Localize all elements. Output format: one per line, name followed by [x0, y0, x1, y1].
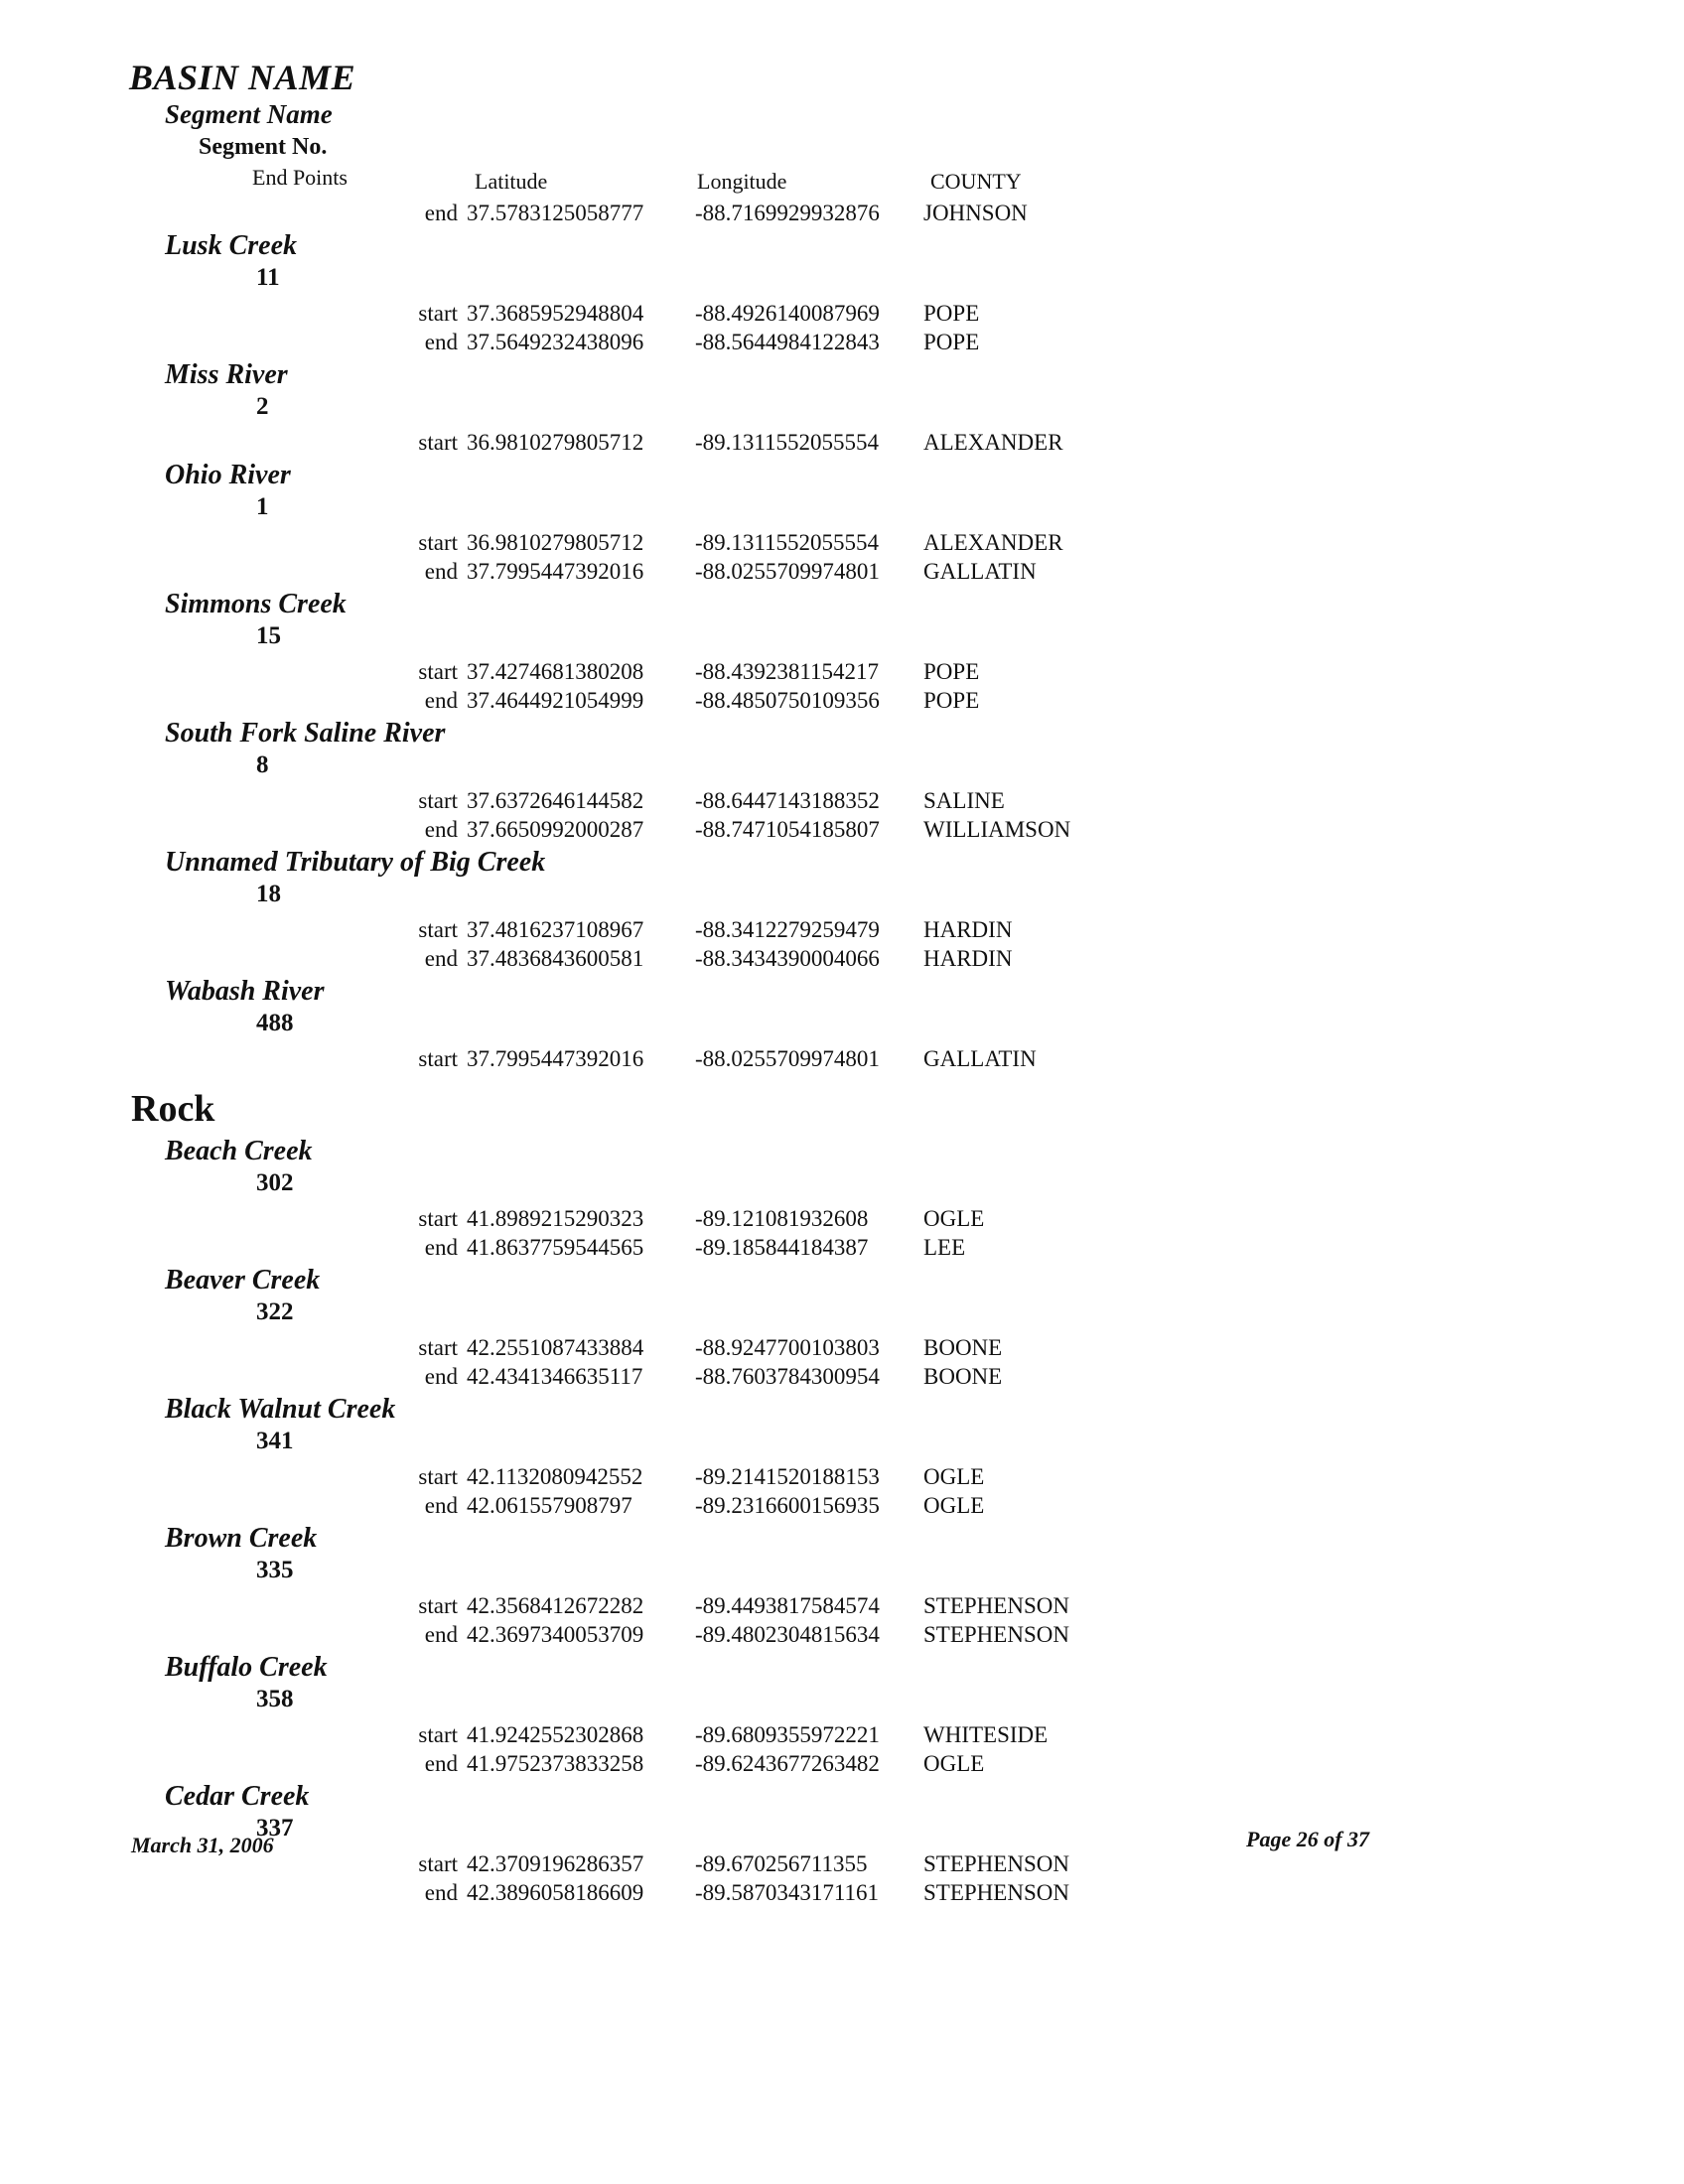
endpoint-kind: end [424, 817, 458, 842]
segment-name: Simmons Creek [165, 589, 347, 619]
endpoint-kind: end [424, 1493, 458, 1518]
basin-segments [0, 229, 1684, 1073]
basin-name: Rock [131, 1088, 215, 1130]
latitude-value: 37.4274681380208 [467, 659, 644, 684]
county-value: STEPHENSON [923, 1593, 1069, 1618]
endpoint-row [0, 1620, 1684, 1649]
county-value: STEPHENSON [923, 1880, 1069, 1905]
endpoint-row [0, 1362, 1684, 1391]
longitude-value: -89.2141520188153 [695, 1464, 880, 1489]
latitude-value: 37.5649232438096 [467, 330, 644, 354]
endpoint-kind: start [418, 1206, 458, 1231]
segment-no-heading: Segment No. [199, 134, 328, 160]
latitude-value: 37.7995447392016 [467, 1046, 644, 1071]
county-value: OGLE [923, 1206, 985, 1231]
endpoint-row [0, 686, 1684, 715]
segment-name: Black Walnut Creek [165, 1394, 396, 1425]
endpoint-kind: end [424, 688, 458, 713]
latitude-value: 42.061557908797 [467, 1493, 632, 1518]
county-value: OGLE [923, 1493, 985, 1518]
latitude-value: 42.4341346635117 [467, 1364, 643, 1389]
county-value: WILLIAMSON [923, 817, 1071, 842]
segment-number: 341 [256, 1428, 294, 1454]
segment-name: South Fork Saline River [165, 718, 446, 749]
endpoint-row [0, 528, 1684, 557]
endpoint-row [0, 557, 1684, 586]
segment-list [0, 199, 1684, 1907]
endpoint-kind: start [418, 788, 458, 813]
latitude-value: 42.1132080942552 [467, 1464, 643, 1489]
endpoint-row [0, 1720, 1684, 1749]
longitude-value: -88.4392381154217 [695, 659, 880, 684]
longitude-value: -88.3434390004066 [695, 946, 880, 971]
longitude-value: -89.185844184387 [695, 1235, 869, 1260]
endpoint-row [0, 786, 1684, 815]
endpoint-kind: start [418, 1046, 458, 1071]
county-value: BOONE [923, 1335, 1003, 1360]
longitude-value: -88.7471054185807 [695, 817, 880, 842]
county-value: SALINE [923, 788, 1005, 813]
latitude-value: 37.5783125058777 [467, 201, 644, 225]
basin-segments [0, 1135, 1684, 1907]
longitude-value: -89.670256711355 [695, 1851, 868, 1876]
longitude-value: -89.4802304815634 [695, 1622, 880, 1647]
longitude-value: -88.6447143188352 [695, 788, 880, 813]
latitude-value: 42.2551087433884 [467, 1335, 644, 1360]
endpoint-kind: start [418, 1593, 458, 1618]
latitude-value: 37.7995447392016 [467, 559, 644, 584]
segment-name: Brown Creek [165, 1523, 318, 1554]
county-value: POPE [923, 688, 980, 713]
segment-name: Wabash River [165, 976, 325, 1007]
county-value: BOONE [923, 1364, 1003, 1389]
county-value: WHITESIDE [923, 1722, 1049, 1747]
endpoint-kind: end [424, 1751, 458, 1776]
longitude-value: -88.7169929932876 [695, 201, 880, 225]
endpoint-row [0, 944, 1684, 973]
segment-number: 1 [256, 493, 269, 520]
segment-name: Miss River [165, 359, 288, 390]
segment-name: Beaver Creek [165, 1265, 321, 1296]
county-value: STEPHENSON [923, 1851, 1069, 1876]
endpoint-row [0, 1044, 1684, 1073]
endpoint-row [0, 1591, 1684, 1620]
latitude-value: 37.6650992000287 [467, 817, 644, 842]
endpoint-row [0, 299, 1684, 328]
segment-number: 337 [256, 1815, 294, 1842]
segment-name: Beach Creek [165, 1136, 313, 1166]
segment-number: 358 [256, 1686, 294, 1712]
longitude-value: -89.121081932608 [695, 1206, 869, 1231]
endpoint-row [0, 428, 1684, 457]
endpoint-kind: start [418, 1335, 458, 1360]
longitude-value: -89.1311552055554 [695, 530, 880, 555]
segment-number: 18 [256, 881, 281, 907]
endpoint-row [0, 328, 1684, 356]
county-value: STEPHENSON [923, 1622, 1069, 1647]
longitude-value: -88.4850750109356 [695, 688, 880, 713]
endpoint-kind: end [424, 1364, 458, 1389]
latitude-heading: Latitude [475, 169, 548, 194]
segment-number: 488 [256, 1010, 294, 1036]
segment-number: 335 [256, 1557, 294, 1583]
latitude-value: 36.9810279805712 [467, 530, 644, 555]
latitude-value: 41.8989215290323 [467, 1206, 644, 1231]
endpoint-row [0, 657, 1684, 686]
county-value: POPE [923, 301, 980, 326]
segment-name: Lusk Creek [165, 230, 297, 261]
endpoint-kind: start [418, 1851, 458, 1876]
county-value: LEE [923, 1235, 966, 1260]
latitude-value: 42.3697340053709 [467, 1622, 644, 1647]
longitude-heading: Longitude [697, 169, 787, 194]
longitude-value: -89.1311552055554 [695, 430, 880, 455]
latitude-value: 36.9810279805712 [467, 430, 644, 455]
longitude-value: -89.4493817584574 [695, 1593, 880, 1618]
endpoint-kind: start [418, 430, 458, 455]
endpoint-kind: start [418, 301, 458, 326]
endpoint-row [0, 1462, 1684, 1491]
longitude-value: -88.5644984122843 [695, 330, 880, 354]
segment-name-heading: Segment Name [165, 99, 333, 129]
county-value: ALEXANDER [923, 430, 1063, 455]
segment-name: Cedar Creek [165, 1781, 310, 1812]
endpoint-row [0, 1491, 1684, 1520]
county-value: ALEXANDER [923, 530, 1063, 555]
endpoint-row [0, 1878, 1684, 1907]
endpoint-kind: end [424, 1880, 458, 1905]
longitude-value: -89.6809355972221 [695, 1722, 880, 1747]
basin-name-heading: BASIN NAME [129, 58, 356, 97]
endpoint-kind: start [418, 1722, 458, 1747]
county-value: GALLATIN [923, 559, 1037, 584]
segment-number: 8 [256, 751, 269, 778]
endpoint-kind: end [424, 1622, 458, 1647]
endpoint-row [0, 1333, 1684, 1362]
latitude-value: 37.4816237108967 [467, 917, 644, 942]
footer-page-number: Page 26 of 37 [1246, 1827, 1370, 1851]
footer-date: March 31, 2006 [131, 1833, 274, 1857]
endpoint-row [0, 199, 1684, 227]
segment-number: 11 [256, 264, 280, 291]
longitude-value: -88.4926140087969 [695, 301, 880, 326]
latitude-value: 42.3709196286357 [467, 1851, 644, 1876]
segment-number: 15 [256, 622, 281, 649]
endpoint-kind: end [424, 559, 458, 584]
end-points-heading: End Points [252, 165, 348, 190]
county-heading: COUNTY [930, 169, 1022, 194]
county-value: HARDIN [923, 917, 1013, 942]
endpoint-kind: end [424, 946, 458, 971]
longitude-value: -88.7603784300954 [695, 1364, 880, 1389]
longitude-value: -89.5870343171161 [695, 1880, 880, 1905]
longitude-value: -89.6243677263482 [695, 1751, 880, 1776]
segment-name: Ohio River [165, 460, 291, 490]
latitude-value: 37.3685952948804 [467, 301, 644, 326]
latitude-value: 37.4836843600581 [467, 946, 644, 971]
column-header-block [129, 58, 441, 193]
county-value: GALLATIN [923, 1046, 1037, 1071]
endpoint-kind: end [424, 201, 458, 225]
endpoint-row [0, 1233, 1684, 1262]
segment-number: 302 [256, 1169, 294, 1196]
endpoint-row [0, 815, 1684, 844]
endpoint-kind: start [418, 917, 458, 942]
endpoint-row [0, 1204, 1684, 1233]
endpoint-row [0, 915, 1684, 944]
longitude-value: -88.0255709974801 [695, 559, 880, 584]
latitude-value: 41.9752373833258 [467, 1751, 644, 1776]
longitude-value: -88.3412279259479 [695, 917, 880, 942]
endpoint-row [0, 1749, 1684, 1778]
county-value: OGLE [923, 1751, 985, 1776]
segment-name: Buffalo Creek [165, 1652, 328, 1683]
segment-number: 2 [256, 393, 269, 420]
endpoint-kind: end [424, 1235, 458, 1260]
latitude-value: 42.3896058186609 [467, 1880, 644, 1905]
longitude-value: -89.2316600156935 [695, 1493, 880, 1518]
latitude-value: 37.4644921054999 [467, 688, 644, 713]
endpoint-kind: start [418, 659, 458, 684]
longitude-value: -88.9247700103803 [695, 1335, 880, 1360]
county-value: JOHNSON [923, 201, 1028, 225]
latitude-value: 42.3568412672282 [467, 1593, 644, 1618]
longitude-value: -88.0255709974801 [695, 1046, 880, 1071]
segment-name: Unnamed Tributary of Big Creek [165, 847, 546, 878]
county-value: POPE [923, 330, 980, 354]
endpoint-kind: end [424, 330, 458, 354]
latitude-value: 41.8637759544565 [467, 1235, 644, 1260]
county-value: POPE [923, 659, 980, 684]
county-value: OGLE [923, 1464, 985, 1489]
latitude-value: 41.9242552302868 [467, 1722, 644, 1747]
segment-number: 322 [256, 1298, 294, 1325]
endpoint-kind: start [418, 530, 458, 555]
county-value: HARDIN [923, 946, 1013, 971]
latitude-value: 37.6372646144582 [467, 788, 644, 813]
endpoint-kind: start [418, 1464, 458, 1489]
